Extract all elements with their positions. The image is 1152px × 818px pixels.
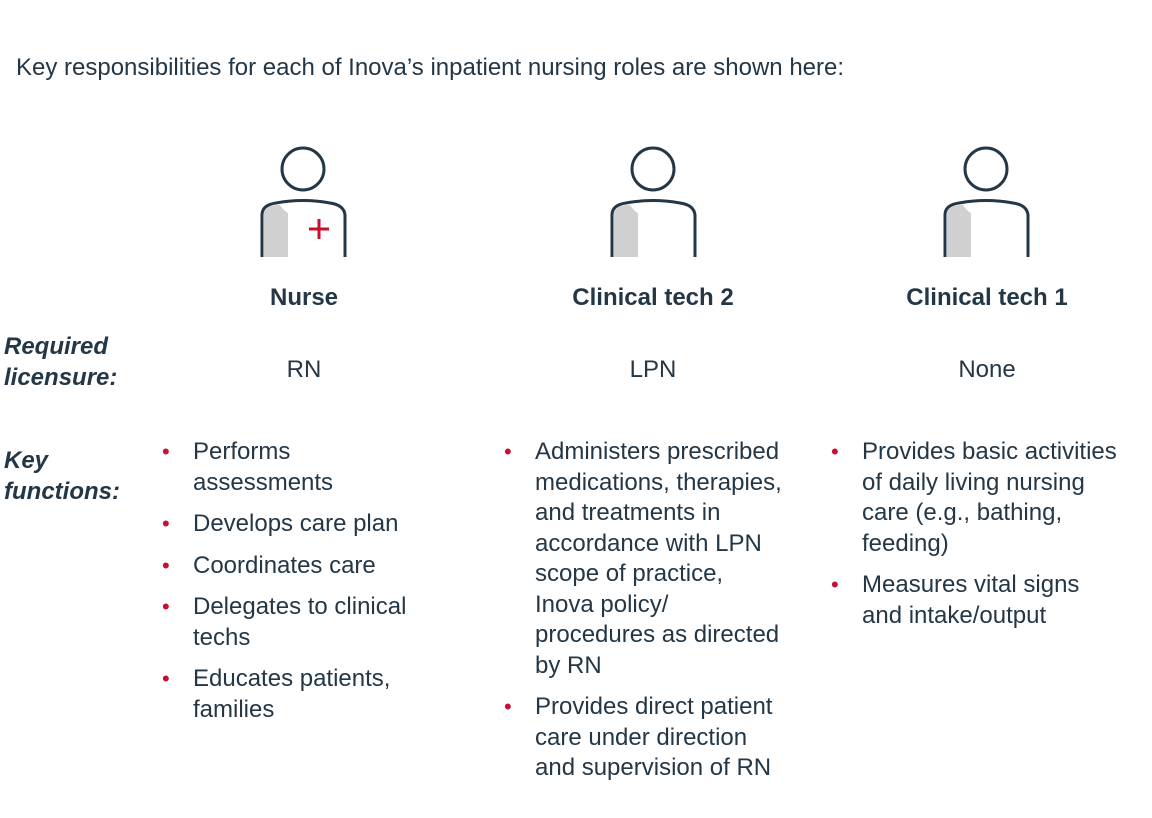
function-text-line: of daily living nursing: [862, 468, 1085, 496]
functions-list-nurse: [162, 437, 462, 736]
function-item: [162, 437, 462, 498]
licensure-label-line-2: licensure:: [4, 364, 118, 391]
function-text-line: Measures vital signs: [862, 571, 1080, 598]
function-text-line: Educates patients,: [193, 665, 391, 692]
licensure-value-clinical-tech-1: None: [958, 356, 1016, 383]
function-text-line: assessments: [193, 468, 334, 496]
intro-text: Key responsibilities for each of Inova’s inpatient nursing roles are shown here:: [16, 54, 845, 81]
functions-list-clinical-tech-2: [504, 437, 814, 795]
licensure-label-line-1: Required: [4, 333, 109, 360]
bullet-icon: •: [504, 439, 512, 464]
function-text-line: and supervision of RN: [535, 754, 772, 781]
bullet-icon: •: [162, 594, 170, 619]
function-text-line: and intake/output: [862, 601, 1047, 629]
function-text-line: Develops care plan: [193, 510, 399, 537]
function-text-line: feeding): [862, 529, 949, 557]
bullet-icon: •: [831, 572, 839, 597]
function-text-line: Inova policy/: [535, 590, 669, 618]
function-text-line: Performs: [193, 438, 291, 465]
function-text-line: Provides direct patient: [535, 693, 773, 720]
function-item: [162, 509, 462, 540]
function-item: [162, 664, 462, 725]
function-text-line: scope of practice,: [535, 560, 724, 587]
functions-label-line-2: functions:: [4, 478, 120, 505]
bullet-icon: •: [831, 439, 839, 464]
licensure-row-label: [4, 331, 117, 393]
bullet-icon: •: [162, 552, 170, 578]
function-item: [831, 570, 1149, 631]
function-item: [162, 551, 462, 582]
role-title-nurse: Nurse: [269, 284, 339, 311]
function-item: [504, 437, 814, 681]
function-text-line: Coordinates care: [193, 551, 376, 579]
role-title-clinical-tech-2: Clinical tech 2: [572, 284, 734, 311]
function-text-line: Provides basic activities: [862, 438, 1117, 465]
licensure-value-clinical-tech-2: LPN: [629, 356, 677, 383]
function-item: [831, 437, 1149, 559]
function-text-line: care under direction: [535, 723, 748, 751]
function-item: [504, 692, 814, 784]
nurse-person-icon: [258, 143, 350, 261]
functions-label-line-1: Key: [4, 447, 49, 474]
function-text-line: by RN: [535, 651, 602, 679]
function-text-line: Administers prescribed: [535, 438, 780, 465]
person-icon: [941, 143, 1033, 261]
person-icon: [608, 143, 700, 261]
role-title-clinical-tech-1: Clinical tech 1: [906, 284, 1068, 311]
function-text-line: techs: [193, 623, 251, 651]
bullet-icon: •: [162, 666, 170, 691]
functions-list-clinical-tech-1: [831, 437, 1149, 642]
bullet-icon: •: [504, 694, 512, 719]
function-text-line: care (e.g., bathing,: [862, 499, 1063, 526]
function-text-line: accordance with LPN: [535, 529, 762, 557]
function-text-line: medications, therapies,: [535, 468, 782, 496]
function-text-line: families: [193, 695, 275, 723]
function-text-line: Delegates to clinical: [193, 593, 407, 620]
functions-row-label: [4, 445, 120, 507]
licensure-value-nurse: RN: [286, 356, 322, 383]
function-item: [162, 592, 462, 653]
bullet-icon: •: [162, 439, 170, 464]
function-text-line: and treatments in: [535, 499, 721, 526]
bullet-icon: •: [162, 511, 170, 536]
function-text-line: procedures as directed: [535, 621, 780, 648]
